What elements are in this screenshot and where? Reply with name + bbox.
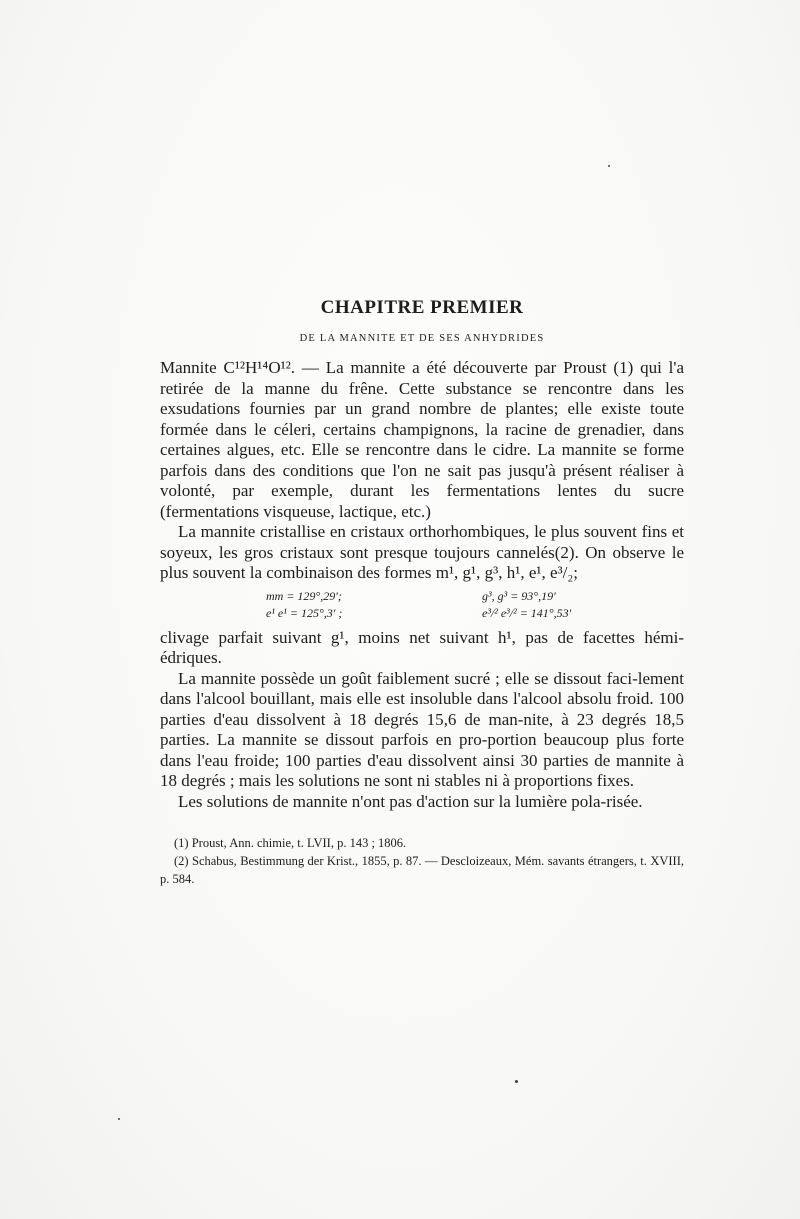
chapter-title: CHAPITRE PREMIER [320,297,524,318]
formula-mm: mm = 129°,29′; [266,588,342,603]
paragraph-solubility: La mannite possède un goût faiblement sucré ; elle se dissout faci-lement dans l'alcool bouillant, mais elle est insoluble dans l'alcool absolu froid. 100 parties d'eau dissolvent à 18 degrés 15,6 de man-nite, à 23 degrés 18,5 parties. La mannite se dissout parfois en pro-portion beaucoup plus forte dans l'eau froide; 100 parties d'eau dissolvent ainsi 30 parties de mannite à 18 degrés ; mais les solutions ne sont ni stables ni à proportions fixes. [160,668,684,790]
footnote-2: (2) Schabus, Bestimmung der Krist., 1855, p. 87. — Descloizeaux, Mém. savants étrangers, t. XVIII, p. 584. [160,854,684,886]
paragraph-mannite-intro: Mannite C¹²H¹⁴O¹². — La mannite a été découverte par Proust (1) qui l'a retirée de la manne du frêne. Cette substance se rencontre dans les exsudations fournies par un grand nombre de plantes; elle existe toute formée dans le céleri, certains champignons, la racine de grenadier, dans certaines algues, etc. Elle se rencontre dans le cidre. La mannite se forme parfois dans des conditions que l'on ne sait pas jusqu'à présent réaliser à volonté, par exemple, durant les fermentations lentes du sucre (fermentations visqueuse, lactique, etc.) [160,358,684,521]
paragraph-crystals: La mannite cristallise en cristaux orthorhombiques, le plus souvent fins et soyeux, les gros cristaux sont presque toujours cannelés(2). On observe le plus souvent la combinaison des formes m¹, g¹, g³, h¹, e¹, e³/₂; [160,522,684,582]
ink-speck [608,165,610,167]
page-content [160,296,684,888]
ink-speck [118,1118,120,1120]
formula-g3g3: g³, g³ = 93°,19′ [482,588,556,603]
paragraph-cleavage: clivage parfait suivant g¹, moins net suivant h¹, pas de facettes hémi-édriques. [160,627,684,667]
footnote-1: (1) Proust, Ann. chimie, t. LVII, p. 143 ; 1806. [174,836,407,850]
paragraph-polarization: Les solutions de mannite n'ont pas d'action sur la lumière pola-risée. [178,791,643,811]
formula-e1e1: e¹ e¹ = 125°,3′ ; [266,605,343,620]
angle-formulas [160,588,684,622]
formula-e32e32: e³/² e³/² = 141°,53′ [482,605,572,620]
chapter-subtitle: DE LA MANNITE ET DE SES ANHYDRIDES [299,333,545,344]
ink-speck [515,1080,518,1083]
footnotes [160,834,684,888]
